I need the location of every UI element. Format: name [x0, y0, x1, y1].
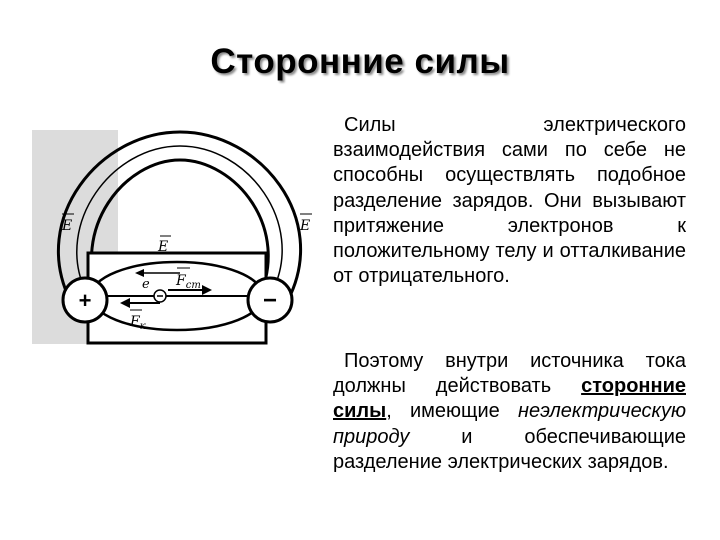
paragraph-2-part3: и обеспечивающие разделение электрических зарядов. — [333, 425, 686, 473]
force-st-label: $F_{ст}$ — [176, 273, 201, 291]
field-right-label: E — [300, 218, 311, 234]
minus-label: − — [262, 287, 278, 314]
field-center-label: E — [158, 239, 169, 255]
paragraph-2-part2: , имеющие — [386, 400, 518, 423]
paragraph-2-italic: неэлектрическую природу — [333, 400, 686, 448]
slide-title: Сторонние силы — [210, 42, 510, 81]
electron-label: e — [142, 277, 150, 292]
field-left-label: E — [62, 218, 73, 234]
plus-label: + — [78, 288, 92, 313]
paragraph-2-part1: Поэтому внутри источника тока должны действовать — [333, 350, 686, 398]
paragraph-1 — [333, 113, 686, 289]
paragraph-1-text: Силы электрического взаимодействия сами по себе не способны осуществлять подобное разделение зарядов. Они вызывают притяжение электронов к положительному телу и отталкивание от отрицательного. — [333, 114, 686, 288]
paragraph-2 — [333, 349, 686, 475]
current-source-diagram — [30, 118, 330, 350]
force-k-label: $F_к$ — [130, 314, 146, 332]
paragraph-2-emphasis: сторонние силы — [333, 375, 686, 423]
